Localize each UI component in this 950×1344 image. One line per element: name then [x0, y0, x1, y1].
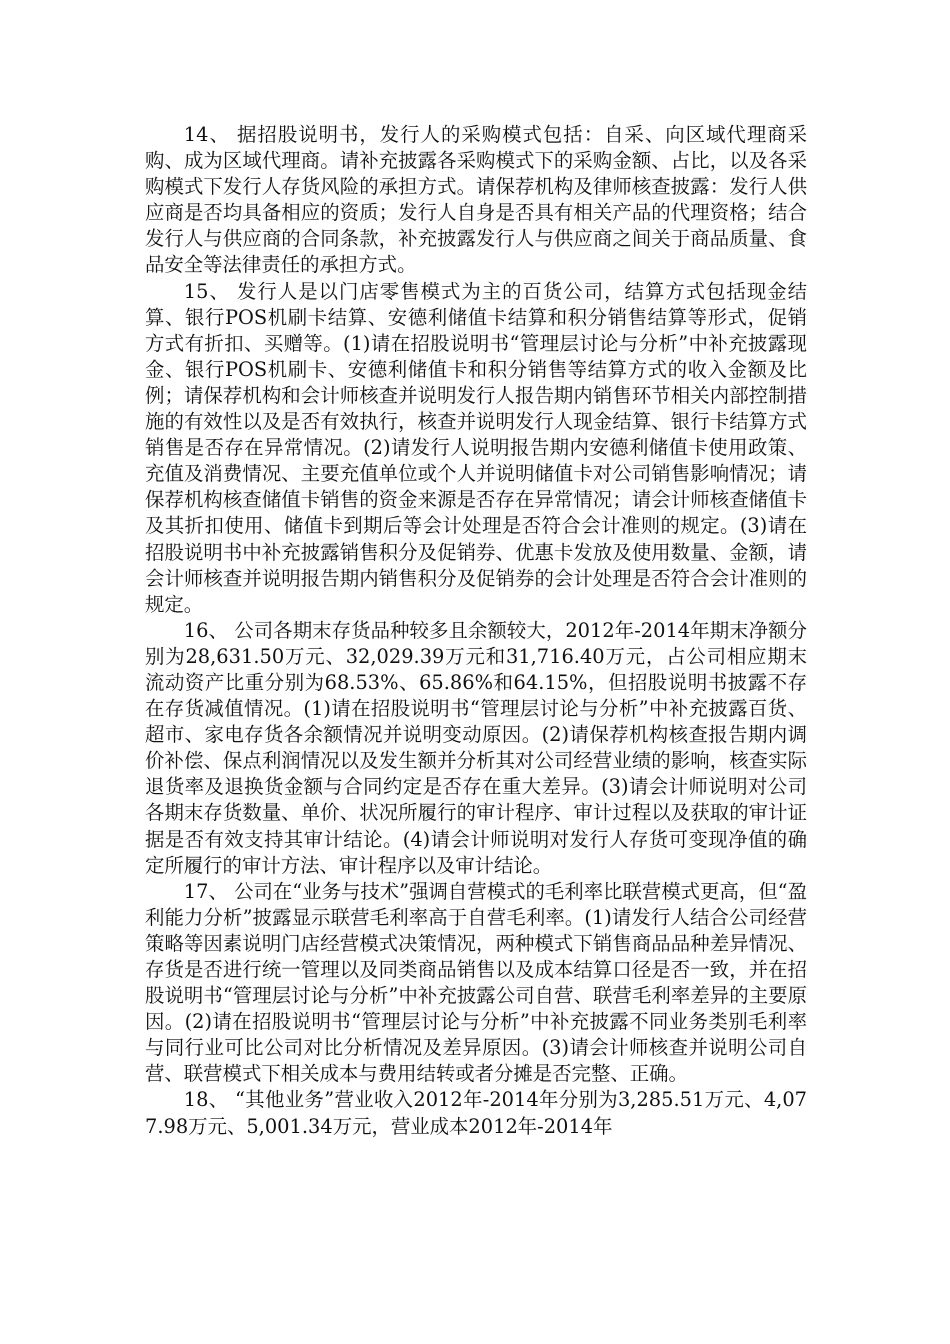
paragraph-text: “其他业务”营业收入2012年-2014年分别为3,285.51万元、4,077.98万元、5,001.34万元，营业成本2012年-2014年 [145, 1088, 807, 1138]
paragraph-text: 公司各期末存货品种较多且余额较大，2012年-2014年期末净额分别为28,631.50万元、32,029.39万元和31,716.40万元，占公司相应期末流动资产比重分别为68.53%、65.86%和64.15%，但招股说明书披露不存在存货减值情况。(1)请在招股说明书“管理层讨论与分析”中补充披露百货、超市、家电存货各余额情况并说明变动原因。(2)请保荐机构核查报告期内调价补偿、保点利润情况以及发生额并分析其对公司经营业绩的影响，核查实际退货率及退换货金额与合同约定是否存在重大差异。(3)请会计师说明对公司各期末存货数量、单价、状况所履行的审计程序、审计过程以及获取的审计证据是否有效支持其审计结论。(4)请会计师说明对发行人存货可变现净值的确定所履行的审计方法、审计程序以及审计结论。 [145, 618, 807, 877]
paragraph-15 [145, 279, 807, 618]
paragraph-number: 16、 [183, 618, 229, 642]
paragraph-number: 15、 [183, 279, 230, 303]
paragraph-text: 发行人是以门店零售模式为主的百货公司，结算方式包括现金结算、银行POS机刷卡结算、安德利储值卡结算和积分销售结算等形式，促销方式有折扣、买赠等。(1)请在招股说明书“管理层讨论与分析”中补充披露现金、银行POS机刷卡、安德利储值卡和积分销售等结算方式的收入金额及比例；请保荐机构和会计师核查并说明发行人报告期内销售环节相关内部控制措施的有效性以及是否有效执行，核查并说明发行人现金结算、银行卡结算方式销售是否存在异常情况。(2)请发行人说明报告期内安德利储值卡使用政策、充值及消费情况、主要充值单位或个人并说明储值卡对公司销售影响情况；请保荐机构核查储值卡销售的资金来源是否存在异常情况；请会计师核查储值卡及其折扣使用、储值卡到期后等会计处理是否符合会计准则的规定。(3)请在招股说明书中补充披露销售积分及促销券、优惠卡发放及使用数量、金额，请会计师核查并说明报告期内销售积分及促销券的会计处理是否符合会计准则的规定。 [145, 279, 807, 616]
paragraph-text: 公司在“业务与技术”强调自营模式的毛利率比联营模式更高，但“盈利能力分析”披露显示联营毛利率高于自营毛利率。(1)请发行人结合公司经营策略等因素说明门店经营模式决策情况，两种模式下销售商品品种差异情况、存货是否进行统一管理以及同类商品销售以及成本结算口径是否一致，并在招股说明书“管理层讨论与分析”中补充披露公司自营、联营毛利率差异的主要原因。(2)请在招股说明书“管理层讨论与分析”中补充披露不同业务类别毛利率与同行业可比公司对比分析情况及差异原因。(3)请会计师核查并说明公司自营、联营模式下相关成本与费用结转或者分摊是否完整、正确。 [145, 879, 807, 1086]
paragraph-18 [145, 1087, 807, 1139]
paragraph-14 [145, 122, 807, 279]
paragraph-text: 据招股说明书，发行人的采购模式包括：自采、向区域代理商采购、成为区域代理商。请补充披露各采购模式下的采购金额、占比，以及各采购模式下发行人存货风险的承担方式。请保荐机构及律师核查披露：发行人供应商是否均具备相应的资质；发行人自身是否具有相关产品的代理资格；结合发行人与供应商的合同条款，补充披露发行人与供应商之间关于商品质量、食品安全等法律责任的承担方式。 [145, 123, 807, 277]
paragraph-17 [145, 879, 807, 1088]
paragraph-number: 14、 [183, 123, 230, 146]
paragraph-number: 17、 [183, 879, 228, 903]
paragraph-number: 18、 [183, 1088, 229, 1112]
paragraph-16 [145, 618, 807, 879]
document-body [145, 122, 807, 1140]
